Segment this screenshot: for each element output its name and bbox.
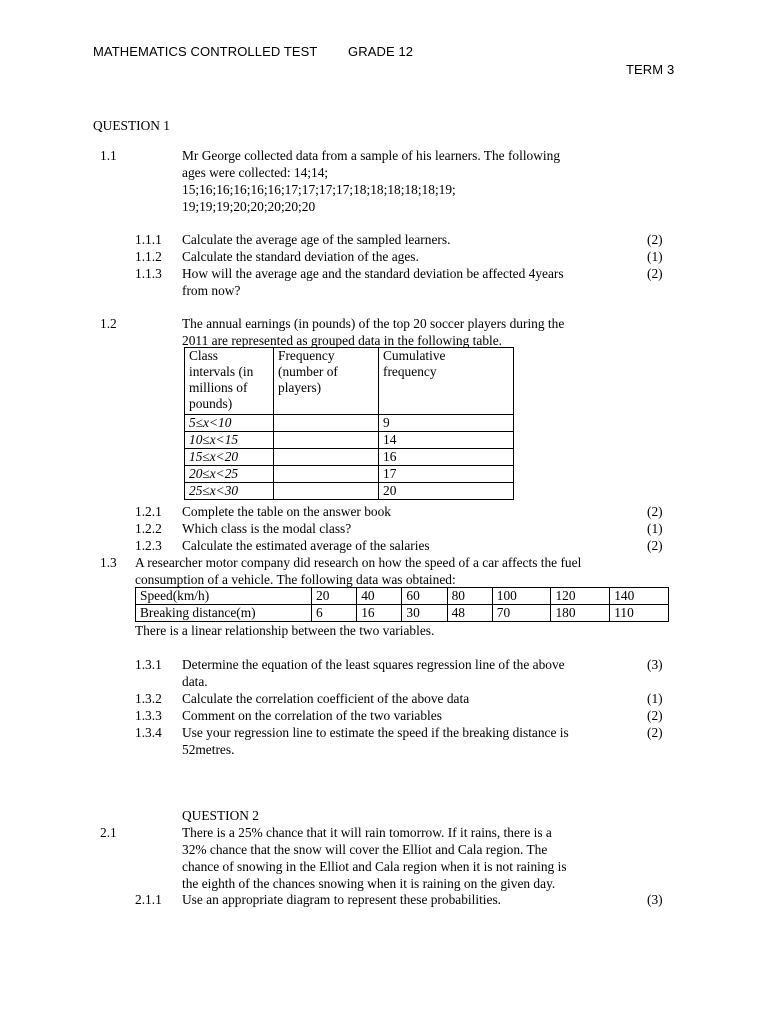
section-text-line: A researcher motor company did research on how the speed of a car affects the fuel: [135, 555, 582, 570]
cumulative-cell: 20: [379, 483, 514, 500]
mark: (2): [647, 708, 663, 723]
header-line: Frequency: [278, 348, 335, 363]
interval-cell: 15≤x<20: [185, 449, 274, 466]
interval-cell: 20≤x<25: [185, 466, 274, 483]
cumulative-cell: 16: [379, 449, 514, 466]
speed-distance-table: [135, 587, 669, 622]
table-header-cell: [274, 348, 379, 415]
header-line: intervals (in: [189, 364, 254, 379]
sub-text-cont: from now?: [182, 283, 241, 298]
section-number: 1.1: [100, 148, 117, 163]
sub-text-cont: data.: [182, 674, 208, 689]
section-text-line: ages were collected: 14;14;: [182, 165, 329, 180]
frequency-cell: [274, 432, 379, 449]
header-line: Cumulative: [383, 348, 446, 363]
cumulative-cell: 17: [379, 466, 514, 483]
mark: (2): [647, 725, 663, 740]
section-text-line: 15;16;16;16;16;16;17;17;17;17;18;18;18;18;18;19;: [182, 182, 456, 197]
section-number: 1.3: [100, 555, 117, 570]
section-number: 2.1: [100, 825, 117, 840]
frequency-cell: [274, 483, 379, 500]
table-header-cell: [185, 348, 274, 415]
mark: (2): [647, 232, 663, 247]
cumulative-cell: 14: [379, 432, 514, 449]
table-row: [185, 466, 514, 483]
row-label-cell: Speed(km/h): [136, 588, 312, 605]
interval-cell: 5≤x<10: [185, 415, 274, 432]
table-row: [185, 415, 514, 432]
frequency-cell: [274, 449, 379, 466]
header-line: frequency: [383, 364, 437, 379]
mark: (3): [647, 892, 663, 907]
speed-cell: 20: [312, 588, 357, 605]
mark: (1): [647, 521, 663, 536]
grouped-data-table: [184, 347, 514, 500]
sub-number: 1.3.2: [135, 691, 162, 706]
header-line: pounds): [189, 396, 233, 411]
section-text-line: There is a linear relationship between the two variables.: [135, 623, 435, 638]
distance-cell: 110: [610, 605, 669, 622]
sub-text: Calculate the correlation coefficient of the above data: [182, 691, 470, 706]
sub-number: 1.1.2: [135, 249, 162, 264]
mark: (1): [647, 691, 663, 706]
sub-number: 1.2.1: [135, 504, 162, 519]
question-2-heading: QUESTION 2: [182, 808, 259, 823]
test-title: MATHEMATICS CONTROLLED TEST: [93, 44, 318, 59]
section-text-line: The annual earnings (in pounds) of the top 20 soccer players during the: [182, 316, 565, 331]
sub-number: 1.2.3: [135, 538, 162, 553]
sub-number: 1.1.3: [135, 266, 162, 281]
frequency-cell: [274, 415, 379, 432]
sub-text: Comment on the correlation of the two variables: [182, 708, 442, 723]
sub-text-cont: 52metres.: [182, 742, 235, 757]
section-text-line: 2011 are represented as grouped data in the following table.: [182, 333, 503, 348]
speed-cell: 60: [402, 588, 447, 605]
mark: (1): [647, 249, 663, 264]
table-header-cell: [379, 348, 514, 415]
interval-cell: 25≤x<30: [185, 483, 274, 500]
section-text-line: consumption of a vehicle. The following data was obtained:: [135, 572, 456, 587]
section-text-line: 32% chance that the snow will cover the Elliot and Cala region. The: [182, 842, 548, 857]
distance-cell: 70: [492, 605, 551, 622]
section-text-line: Mr George collected data from a sample of his learners. The following: [182, 148, 561, 163]
mark: (2): [647, 266, 663, 281]
header-line: Class: [189, 348, 219, 363]
header-line: (number of: [278, 364, 338, 379]
interval-cell: 10≤x<15: [185, 432, 274, 449]
distance-cell: 6: [312, 605, 357, 622]
sub-text: Calculate the standard deviation of the ages.: [182, 249, 419, 264]
term-label: TERM 3: [626, 62, 675, 77]
sub-number: 1.3.4: [135, 725, 162, 740]
sub-text: How will the average age and the standard deviation be affected 4years: [182, 266, 564, 281]
mark: (2): [647, 504, 663, 519]
sub-text: Calculate the average age of the sampled learners.: [182, 232, 451, 247]
section-text-line: There is a 25% chance that it will rain tomorrow. If it rains, there is a: [182, 825, 552, 840]
distance-cell: 16: [357, 605, 402, 622]
speed-cell: 140: [610, 588, 669, 605]
frequency-cell: [274, 466, 379, 483]
speed-cell: 80: [447, 588, 492, 605]
table-row: [136, 605, 669, 622]
speed-cell: 100: [492, 588, 551, 605]
table-row: [185, 449, 514, 466]
sub-text: Use an appropriate diagram to represent these probabilities.: [182, 892, 502, 907]
section-text-line: chance of snowing in the Elliot and Cala region when it is not raining is: [182, 859, 567, 874]
header-line: millions of: [189, 380, 248, 395]
sub-text: Which class is the modal class?: [182, 521, 352, 536]
distance-cell: 180: [551, 605, 610, 622]
sub-number: 2.1.1: [135, 892, 162, 907]
question-1-heading: QUESTION 1: [93, 118, 170, 133]
mark: (2): [647, 538, 663, 553]
sub-text: Calculate the estimated average of the salaries: [182, 538, 430, 553]
row-label-cell: Breaking distance(m): [136, 605, 312, 622]
table-row: [185, 483, 514, 500]
sub-text: Determine the equation of the least squares regression line of the above: [182, 657, 565, 672]
speed-cell: 120: [551, 588, 610, 605]
section-text-line: the eighth of the chances snowing when it is raining on the given day.: [182, 876, 556, 891]
sub-number: 1.3.3: [135, 708, 162, 723]
sub-number: 1.1.1: [135, 232, 162, 247]
sub-text: Use your regression line to estimate the speed if the breaking distance is: [182, 725, 569, 740]
table-row: [185, 432, 514, 449]
section-text-line: 19;19;19;20;20;20;20;20: [182, 199, 316, 214]
header-line: players): [278, 380, 322, 395]
sub-number: 1.3.1: [135, 657, 162, 672]
cumulative-cell: 9: [379, 415, 514, 432]
grade-label: GRADE 12: [348, 44, 414, 59]
speed-cell: 40: [357, 588, 402, 605]
sub-number: 1.2.2: [135, 521, 162, 536]
section-number: 1.2: [100, 316, 117, 331]
distance-cell: 30: [402, 605, 447, 622]
distance-cell: 48: [447, 605, 492, 622]
sub-text: Complete the table on the answer book: [182, 504, 391, 519]
table-row: [136, 588, 669, 605]
mark: (3): [647, 657, 663, 672]
